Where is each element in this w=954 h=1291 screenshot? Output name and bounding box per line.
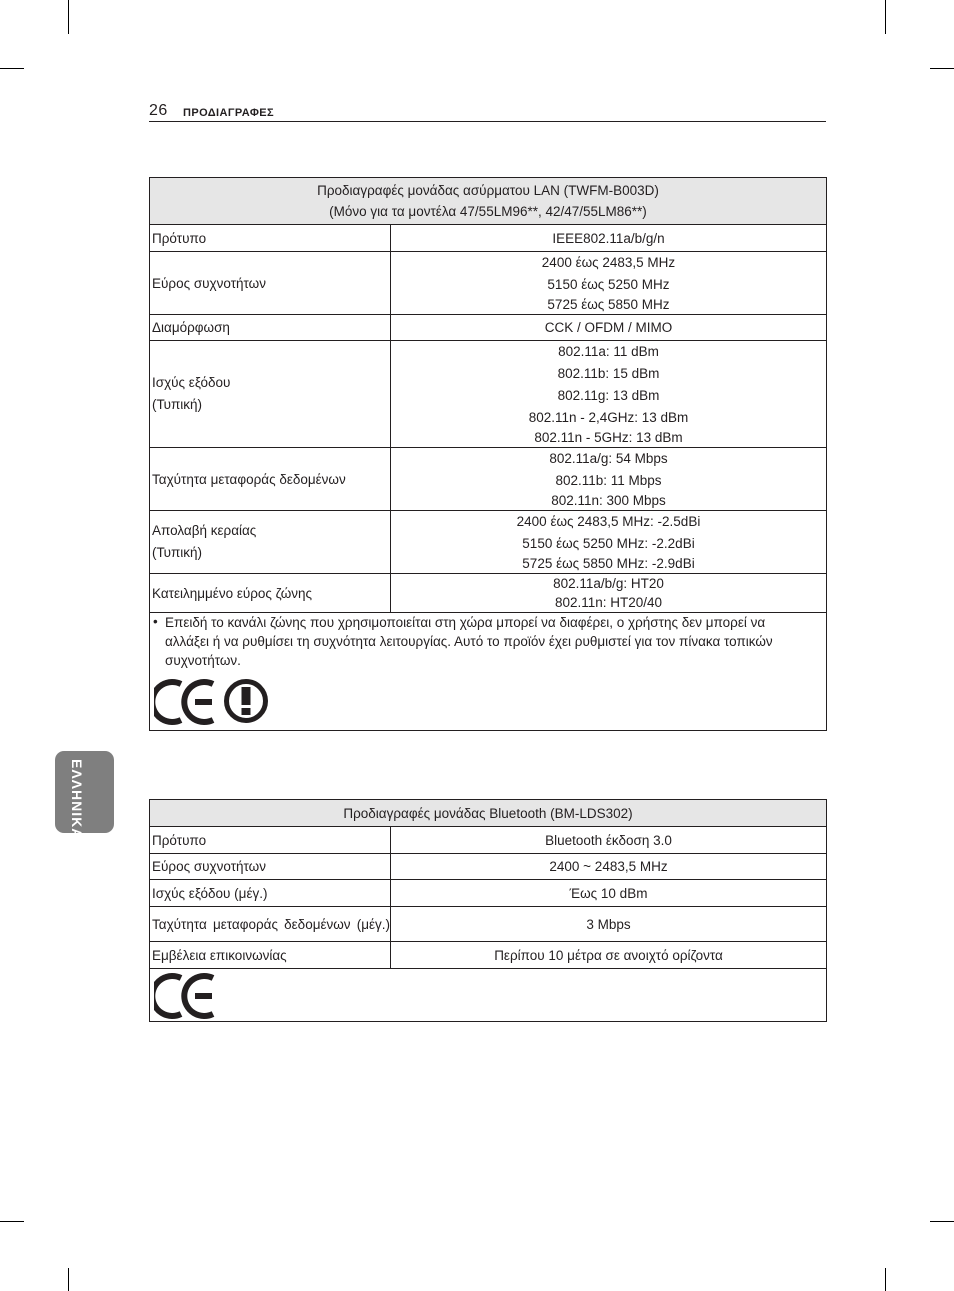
- value-line: 2400 έως 2483,5 MHz: [541, 255, 676, 270]
- table-row: [150, 315, 827, 341]
- wlan-note-text: Επειδή το κανάλι ζώνης που χρησιμοποιείται στη χώρα μπορεί να διαφέρει, ο χρήστης δεν μπορεί να αλλάξει ή να ρυθμίσει τη συχνότητα λειτουργίας. Αυτό το προϊόν έχει ρυθμιστεί για τον πίνακα τοπικών συχνοτήτων.: [165, 615, 773, 668]
- row-label: Διαμόρφωση: [150, 315, 391, 341]
- value-line: 802.11a/b/g: HT20: [553, 576, 664, 591]
- value-line: 5150 έως 5250 MHz: [547, 277, 670, 292]
- crop-mark: [930, 1221, 954, 1222]
- crop-mark: [0, 1221, 24, 1222]
- wlan-note: [150, 613, 826, 670]
- value-line: 2400 έως 2483,5 MHz: -2.5dBi: [516, 514, 701, 529]
- crop-mark: [68, 0, 69, 34]
- row-label: Ταχύτητα μεταφοράς δεδομένων: [150, 448, 391, 511]
- row-value: [391, 574, 827, 613]
- table-row: [150, 511, 827, 574]
- value-line: 802.11n - 2,4GHz: 13 dBm: [528, 410, 689, 425]
- value-line: 802.11b: 15 dBm: [557, 366, 660, 381]
- table-row: [150, 880, 827, 907]
- value-line: 802.11g: 13 dBm: [557, 388, 660, 403]
- table-row: [150, 574, 827, 613]
- row-value: 3 Mbps: [391, 907, 827, 942]
- crop-mark: [68, 1268, 69, 1291]
- row-value: Περίπου 10 μέτρα σε ανοιχτό ορίζοντα: [391, 942, 827, 969]
- row-value: [391, 252, 827, 315]
- section-title: ΠΡΟΔΙΑΓΡΑΦΕΣ: [183, 107, 274, 119]
- ce-mark-icon: [154, 678, 216, 726]
- bluetooth-table-title: Προδιαγραφές μονάδας Bluetooth (BM-LDS302): [150, 800, 827, 827]
- table-row: [150, 225, 827, 252]
- ce-mark-icon: [154, 972, 216, 1020]
- table-row: [150, 341, 827, 448]
- language-tab: [55, 751, 114, 840]
- label-line: Ισχύς εξόδου: [152, 375, 231, 390]
- value-line: 802.11a/g: 54 Mbps: [549, 451, 668, 466]
- alert-mark-icon: [223, 678, 269, 724]
- page-number: 26: [149, 102, 168, 119]
- row-label: Πρότυπο: [150, 225, 391, 252]
- row-value: Έως 10 dBm: [391, 880, 827, 907]
- value-line: 802.11n: HT20/40: [554, 595, 663, 610]
- label-line: (Τυπική): [152, 397, 203, 412]
- row-label: Εύρος συχνοτήτων: [150, 252, 391, 315]
- bluetooth-spec-table: [149, 799, 827, 1022]
- row-value: 2400 ~ 2483,5 MHz: [391, 854, 827, 880]
- row-value: CCK / OFDM / MIMO: [391, 315, 827, 341]
- page-header: [149, 100, 826, 122]
- row-label: Εμβέλεια επικοινωνίας: [150, 942, 391, 969]
- label-line: (Τυπική): [152, 545, 203, 560]
- row-label: Ταχύτητα μεταφοράς δεδομένων (μέγ.): [150, 907, 391, 942]
- row-label: [150, 511, 391, 574]
- table-row: [150, 252, 827, 315]
- row-label: Εύρος συχνοτήτων: [150, 854, 391, 880]
- row-value: Bluetooth έκδοση 3.0: [391, 827, 827, 854]
- wlan-table-title: Προδιαγραφές μονάδας ασύρματου LAN (TWFM-B003D): [317, 183, 659, 198]
- table-row: [150, 969, 827, 1022]
- table-row: [150, 942, 827, 969]
- crop-mark: [885, 0, 886, 34]
- table-row: [150, 448, 827, 511]
- value-line: 5725 έως 5850 MHz: -2.9dBi: [522, 556, 695, 571]
- crop-mark: [930, 68, 954, 69]
- crop-mark: [885, 1268, 886, 1291]
- label-line: Απολαβή κεραίας: [152, 523, 257, 538]
- row-value: [391, 448, 827, 511]
- row-label: Πρότυπο: [150, 827, 391, 854]
- wlan-table-header: [150, 178, 827, 225]
- wlan-spec-table: [149, 177, 827, 731]
- wlan-note-cell: [150, 613, 827, 731]
- row-value: [391, 511, 827, 574]
- table-row: [150, 827, 827, 854]
- value-line: 802.11n - 5GHz: 13 dBm: [534, 430, 683, 445]
- row-value: [391, 341, 827, 448]
- value-line: 802.11a: 11 dBm: [558, 344, 659, 359]
- crop-mark: [0, 68, 24, 69]
- row-label: [150, 341, 391, 448]
- value-line: 5150 έως 5250 MHz: -2.2dBi: [522, 536, 695, 551]
- table-row: [150, 854, 827, 880]
- row-value: IEEE802.11a/b/g/n: [391, 225, 827, 252]
- value-line: 5725 έως 5850 MHz: [547, 297, 670, 312]
- table-row: [150, 907, 827, 942]
- value-line: 802.11b: 11 Mbps: [555, 473, 662, 488]
- value-line: 802.11n: 300 Mbps: [551, 493, 666, 508]
- wlan-table-subtitle: (Μόνο για τα μοντέλα 47/55LM96**, 42/47/55LM86**): [329, 204, 647, 219]
- row-label: Ισχύς εξόδου (μέγ.): [150, 880, 391, 907]
- bullet-icon: •: [153, 614, 158, 629]
- row-label: Κατειλημμένο εύρος ζώνης: [150, 574, 391, 613]
- wlan-marks: [150, 670, 826, 730]
- table-row: [150, 613, 827, 731]
- language-tab-label: ΕΛΛΗΝΙΚΑ: [69, 759, 85, 840]
- bluetooth-marks: [150, 969, 827, 1022]
